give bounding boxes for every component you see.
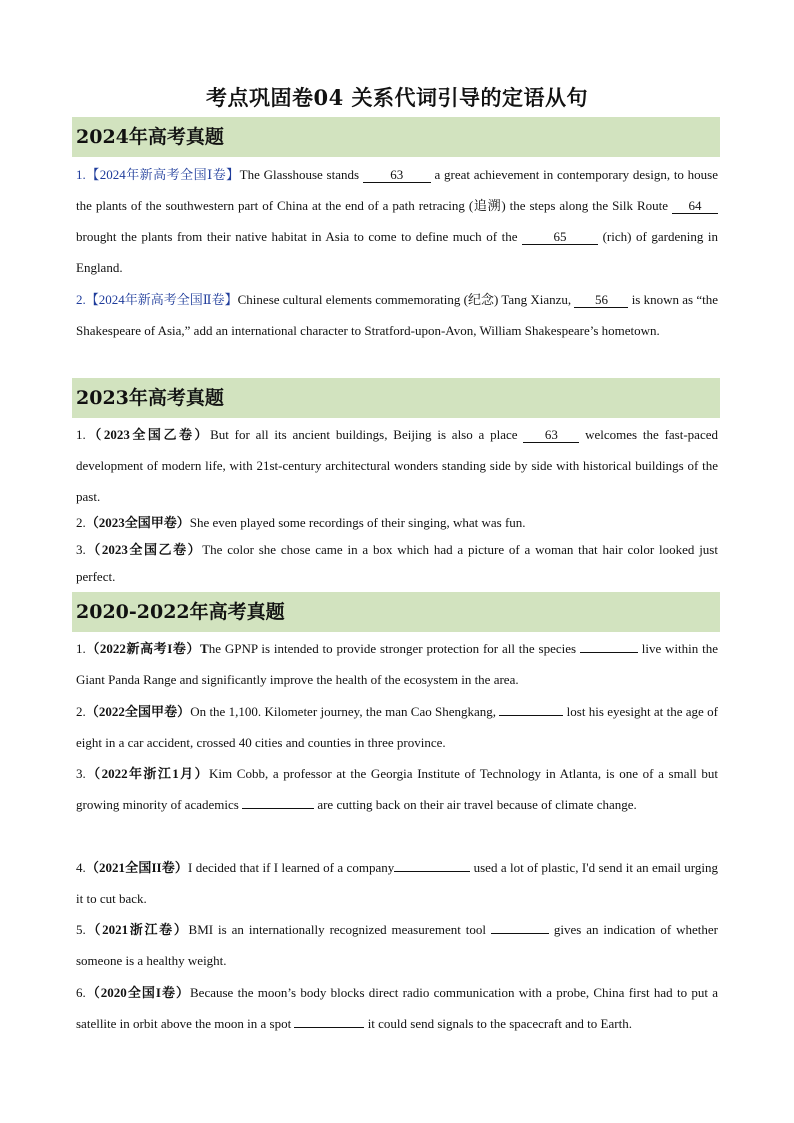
- answer-blank[interactable]: 63: [523, 428, 579, 443]
- question-text: used a lot of plastic, I'd send it an email urging it to cut back.: [76, 860, 718, 906]
- question-text: it could send signals to the spacecraft and to Earth.: [364, 1016, 632, 1031]
- question-text: The Glasshouse stands: [239, 167, 363, 182]
- question-2021-4: [76, 852, 718, 914]
- question-2024-1: [76, 159, 718, 283]
- question-source: 【2024年新高考全国Ⅰ卷】: [85, 167, 240, 182]
- question-number: 1.: [76, 427, 86, 442]
- question-text: On the 1,100. Kilometer journey, the man Cao Shengkang,: [190, 704, 500, 719]
- question-number: 4.: [76, 860, 86, 875]
- question-text: But for all its ancient buildings, Beijing is also a place: [210, 427, 524, 442]
- question-source: （2022年浙江1月）: [85, 766, 209, 781]
- answer-blank[interactable]: 56: [574, 293, 628, 308]
- question-text: a great achievement in contemporary design, to house the plants of the southwestern part of China at the end of a path retracing (追溯) the steps along the Silk Route: [76, 167, 718, 213]
- section-header-2023: [72, 378, 720, 418]
- question-source: （2022新高考I卷）T: [85, 641, 209, 656]
- page-title: 考点巩固卷04 关系代词引导的定语从句: [205, 85, 589, 110]
- question-text: BMI is an internationally recognized measurement tool: [188, 922, 491, 937]
- question-number: 2.: [76, 515, 86, 530]
- section-heading: 2024年高考真题: [76, 126, 224, 148]
- question-text: Chinese cultural elements commemorating (纪念) Tang Xianzu,: [237, 292, 575, 307]
- answer-blank[interactable]: [394, 871, 470, 872]
- question-source: （2023全国乙卷）: [85, 542, 203, 557]
- question-2022-2: [76, 696, 718, 758]
- question-number: 5.: [76, 922, 86, 937]
- question-text: gives an indication of whether someone is a healthy weight.: [76, 922, 718, 968]
- question-source: （2023全国乙卷）: [85, 427, 211, 442]
- question-number: 1.: [76, 167, 86, 182]
- question-source: （2023全国甲卷）: [85, 515, 190, 530]
- question-2021-5: [76, 914, 718, 976]
- question-2024-2: [76, 284, 718, 346]
- question-source: （2021全国II卷）: [85, 860, 189, 875]
- section-header-2024: [72, 117, 720, 157]
- answer-blank[interactable]: 63: [363, 168, 431, 183]
- question-text: lost his eyesight at the age of eight in a car accident, crossed 40 cities and counties in three province.: [76, 704, 718, 750]
- question-2022-1: [76, 633, 718, 695]
- section-heading: 2020-2022年高考真题: [76, 601, 285, 623]
- question-number: 3.: [76, 542, 86, 557]
- question-number: 3.: [76, 766, 86, 781]
- question-number: 6.: [76, 985, 86, 1000]
- question-text: Because the moon’s body blocks direct radio communication with a probe, China first had to put a satellite in orbit above the moon in a spot: [76, 985, 718, 1031]
- answer-blank[interactable]: 65: [522, 230, 598, 245]
- answer-blank[interactable]: 64: [672, 199, 718, 214]
- question-number: 2.: [76, 704, 86, 719]
- question-2023-1: [76, 419, 718, 512]
- question-2023-3: [76, 536, 718, 590]
- answer-blank[interactable]: [491, 933, 549, 934]
- question-text: (rich) of gardening in England.: [76, 229, 719, 275]
- answer-blank[interactable]: [242, 808, 314, 809]
- answer-blank[interactable]: [580, 652, 638, 653]
- question-text: is known as “the Shakespeare of Asia,” add an international character to Stratford-upon-Avon, William Shakespeare’s hometown.: [76, 292, 718, 338]
- question-2020-6: [76, 977, 718, 1039]
- question-text: live within the Giant Panda Range and significantly improve the health of the ecosystem in the area.: [76, 641, 718, 687]
- question-text: The color she chose came in a box which had a picture of a woman that hair color looked just perfect.: [76, 542, 718, 584]
- section-header-2020-2022: [72, 592, 720, 632]
- question-text: brought the plants from their native habitat in Asia to come to define much of the: [76, 229, 523, 244]
- question-text: Kim Cobb, a professor at the Georgia Institute of Technology in Atlanta, is one of a small but growing minority of academics: [76, 766, 718, 812]
- question-text: She even played some recordings of their singing, what was fun.: [189, 515, 526, 530]
- question-number: 1.: [76, 641, 86, 656]
- question-2022-3: [76, 758, 718, 820]
- section-heading: 2023年高考真题: [76, 387, 224, 409]
- question-number: 2.: [76, 292, 86, 307]
- question-source: 【2024年新高考全国Ⅱ卷】: [85, 292, 238, 307]
- answer-blank[interactable]: [294, 1027, 364, 1028]
- question-text: I decided that if I learned of a company: [188, 860, 395, 875]
- question-text: he GPNP is intended to provide stronger protection for all the species: [208, 641, 580, 656]
- answer-blank[interactable]: [499, 715, 563, 716]
- question-source: （2022全国甲卷）: [85, 704, 191, 719]
- question-source: （2020全国I卷）: [85, 985, 191, 1000]
- question-source: （2021浙江卷）: [85, 922, 189, 937]
- question-text: welcomes the fast-paced development of modern life, with 21st-century architectural wonders standing side by side with historical buildings of the past.: [76, 427, 718, 504]
- question-text: are cutting back on their air travel because of climate change.: [314, 797, 637, 812]
- question-2023-2: [76, 509, 718, 536]
